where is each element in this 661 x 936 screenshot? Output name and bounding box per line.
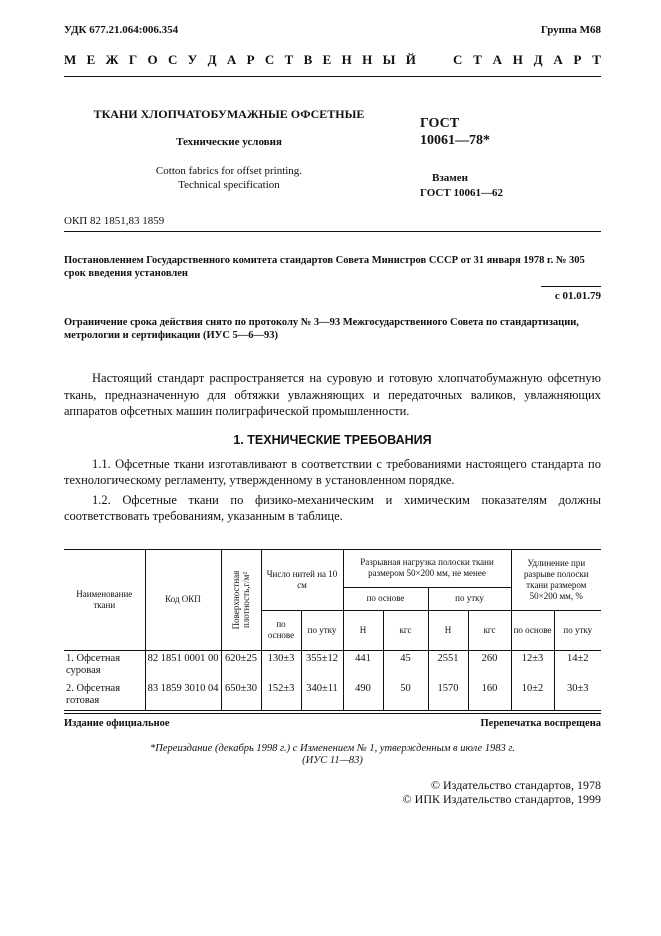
decree-text: Постановлением Государственного комитета стандартов Совета Министров СССР от 31 января 1978 г. № 305 срок введения установлен bbox=[64, 255, 585, 279]
page-footer bbox=[64, 713, 601, 806]
threads-weft-header: по утку bbox=[301, 610, 343, 650]
cell-okp: 82 1851 0001 00 bbox=[145, 650, 221, 677]
document-title: ТКАНИ ХЛОПЧАТОБУМАЖНЫЕ ОФСЕТНЫЕ bbox=[93, 107, 365, 121]
cell-threads-warp: 152±3 bbox=[261, 677, 301, 711]
col-elongation-header: Удлинение при разрыве полоски ткани размером 50×200 мм, % bbox=[511, 549, 601, 610]
cell-threads-warp: 130±3 bbox=[261, 650, 301, 677]
load-weft-kgf-header: кгс bbox=[468, 610, 511, 650]
heading-rule bbox=[64, 76, 601, 77]
title-left bbox=[64, 85, 394, 209]
requirements-table bbox=[64, 549, 601, 711]
footer-row bbox=[64, 714, 601, 729]
table-header-row bbox=[64, 549, 601, 587]
threads-warp-header: по основе bbox=[261, 610, 301, 650]
cell-name: 2. Офсетная готовая bbox=[64, 677, 145, 711]
replaces-standard: Взамен ГОСТ 10061—62 bbox=[420, 172, 503, 199]
paragraph-1-1: 1.1. Офсетные ткани изготавливают в соответствии с требованиями настоящего стандарта по технологическому регламенту, утвержденному в установленном порядке. bbox=[64, 456, 601, 487]
cell-load-weft-kgf: 160 bbox=[468, 677, 511, 711]
col-load-header: Разрывная нагрузка полоски ткани размером 50×200 мм, не менее bbox=[343, 549, 511, 587]
col-okp-header: Код ОКП bbox=[145, 549, 221, 650]
load-weft-n-header: Н bbox=[428, 610, 468, 650]
interstate-standard-heading bbox=[64, 52, 601, 68]
limitation-text: Ограничение срока действия снято по протоколу № 3—93 Межгосударственного Совета по стандартизации, метрологии и сертификации (ИУС 5—6—93) bbox=[64, 317, 579, 341]
section-title: 1. ТЕХНИЧЕСКИЕ ТРЕБОВАНИЯ bbox=[233, 432, 432, 447]
reprint-prohibited: Перепечатка воспрещена bbox=[480, 718, 601, 729]
col-density-header: Поверхностная плотность,г/м² bbox=[221, 549, 261, 650]
header-line bbox=[64, 24, 601, 36]
elong-warp-header: по основе bbox=[511, 610, 554, 650]
okp-code: ОКП 82 1851,83 1859 bbox=[64, 215, 165, 227]
paragraph-1-2: 1.2. Офсетные ткани по физико-механическим и химическим показателям должны соответствовать требованиям, указанным в таблице. bbox=[64, 492, 601, 523]
cell-okp: 83 1859 3010 04 bbox=[145, 677, 221, 711]
cell-load-warp-n: 490 bbox=[343, 677, 383, 711]
document-page bbox=[64, 24, 601, 711]
load-warp-n-header: Н bbox=[343, 610, 383, 650]
gost-number: ГОСТ 10061—78* bbox=[420, 116, 490, 148]
table-row bbox=[64, 677, 601, 711]
heading-word-standard: С Т А Н Д А Р Т bbox=[453, 52, 601, 67]
cell-load-warp-kgf: 45 bbox=[383, 650, 428, 677]
cell-load-weft-kgf: 260 bbox=[468, 650, 511, 677]
official-edition: Издание официальное bbox=[64, 718, 170, 729]
cell-load-warp-n: 441 bbox=[343, 650, 383, 677]
load-warp-header: по основе bbox=[343, 587, 428, 610]
cell-density: 620±25 bbox=[221, 650, 261, 677]
udk-code: УДК 677.21.064:006.354 bbox=[64, 24, 179, 36]
document-subtitle: Технические условия bbox=[176, 136, 282, 148]
cell-elong-warp: 12±3 bbox=[511, 650, 554, 677]
cell-load-weft-n: 2551 bbox=[428, 650, 468, 677]
col-threads-header: Число нитей на 10 см bbox=[261, 549, 343, 610]
cell-elong-weft: 30±3 bbox=[554, 677, 601, 711]
cell-name: 1. Офсетная суровая bbox=[64, 650, 145, 677]
english-title: Cotton fabrics for offset printing. Technical specification bbox=[155, 165, 303, 191]
cell-threads-weft: 355±12 bbox=[301, 650, 343, 677]
title-block bbox=[64, 85, 601, 209]
cell-load-warp-kgf: 50 bbox=[383, 677, 428, 711]
heading-word-interstate: М Е Ж Г О С У Д А Р С Т В Е Н Н Ы Й bbox=[64, 52, 416, 67]
col-name-header: Наименование ткани bbox=[64, 549, 145, 650]
effective-date-row bbox=[64, 286, 601, 302]
cell-threads-weft: 340±11 bbox=[301, 677, 343, 711]
cell-elong-weft: 14±2 bbox=[554, 650, 601, 677]
load-weft-header: по утку bbox=[428, 587, 511, 610]
okp-rule bbox=[64, 231, 601, 232]
effective-date: с 01.01.79 bbox=[541, 286, 601, 302]
table-row bbox=[64, 650, 601, 677]
cell-elong-warp: 10±2 bbox=[511, 677, 554, 711]
group-code: Группа М68 bbox=[540, 24, 601, 36]
elong-weft-header: по утку bbox=[554, 610, 601, 650]
cell-density: 650±30 bbox=[221, 677, 261, 711]
cell-load-weft-n: 1570 bbox=[428, 677, 468, 711]
load-warp-kgf-header: кгс bbox=[383, 610, 428, 650]
reissue-note: *Переиздание (декабрь 1998 г.) с Изменением № 1, утвержденным в июле 1983 г. (ИУС 11—83) bbox=[150, 743, 515, 766]
title-right bbox=[394, 85, 601, 209]
copyright-block: © Издательство стандартов, 1978 © ИПК Издательство стандартов, 1999 bbox=[402, 778, 601, 806]
intro-paragraph: Настоящий стандарт распространяется на суровую и готовую хлопчатобумажную офсетную ткань, предназначенную для обтяжки увлажняющих и передаточных валиков, увлажняющих аппаратов офсетных машин полиграфической промышленности. bbox=[64, 371, 601, 418]
